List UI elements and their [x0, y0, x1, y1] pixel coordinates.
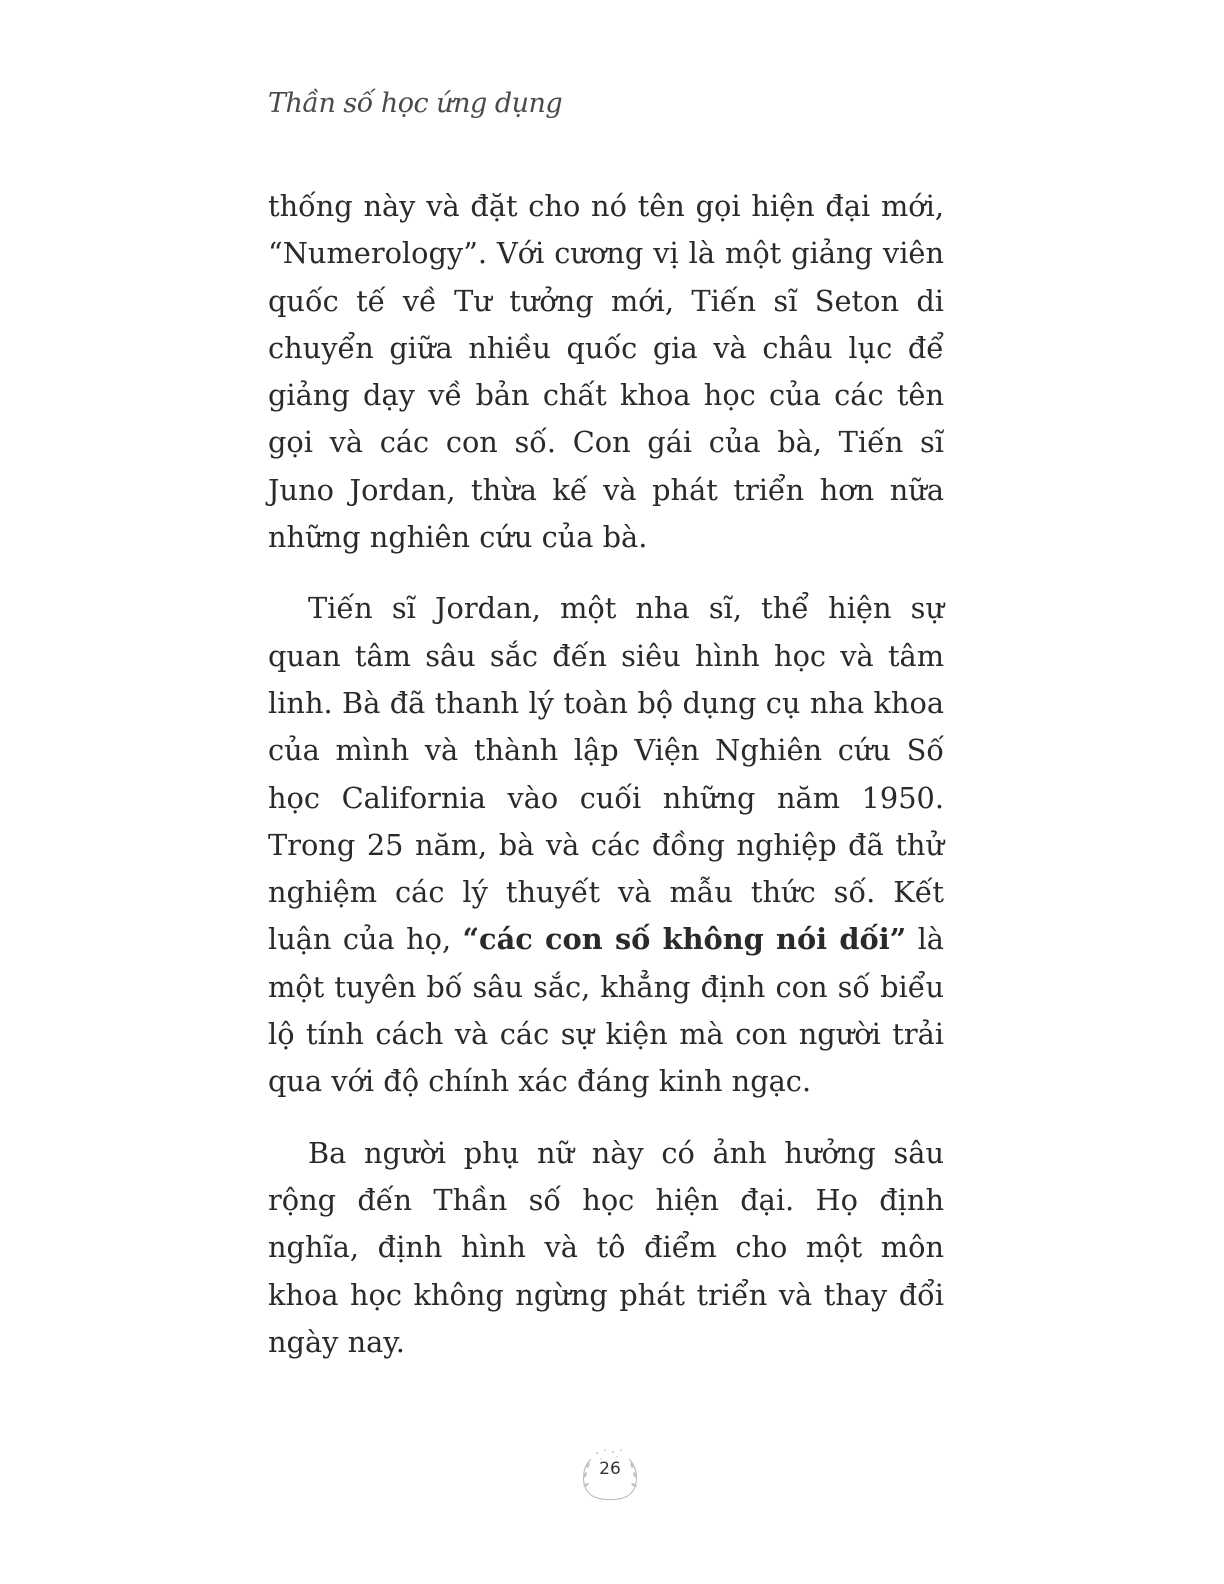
paragraph-1: thống này và đặt cho nó tên gọi hiện đại mới, “Numerology”. Với cương vị là một giảng viên quốc tế về Tư tưởng mới, Tiến sĩ Seton di chuyển giữa nhiều quốc gia và châu lục để giảng dạy về bản chất khoa học của các tên gọi và các con số. Con gái của bà, Tiến sĩ Juno Jordan, thừa kế và phát triển hơn nữa những nghiên cứu của bà. [268, 189, 944, 555]
paragraph-2 [268, 585, 944, 1105]
paragraph-2-text-start: Tiến sĩ Jordan, một nha sĩ, thể hiện sự quan tâm sâu sắc đến siêu hình học và tâm linh. Bà đã thanh lý toàn bộ dụng cụ nha khoa của mình và thành lập Viện Nghiên cứu Số học California vào cuối những năm 1950. Trong 25 năm, bà và các đồng nghiệp đã thử nghiệm các lý thuyết và mẫu thức số. Kết luận của họ, [268, 591, 944, 957]
page-number: 26 [599, 1459, 621, 1479]
page-number-ornament [577, 1447, 643, 1505]
paragraph-3: Ba người phụ nữ này có ảnh hưởng sâu rộng đến Thần số học hiện đại. Họ định nghĩa, định hình và tô điểm cho một môn khoa học không ngừng phát triển và thay đổi ngày nay. [268, 1135, 944, 1359]
paragraph-2-bold-quote: “các con số không nói dối” [462, 922, 907, 957]
body-text [268, 183, 944, 1390]
paragraph-2-text-end: là một tuyên bố sâu sắc, khẳng định con số biểu lộ tính cách và các sự kiện mà con người trải qua với độ chính xác đáng kinh ngạc. [268, 922, 944, 1099]
running-header: Thần số học ứng dụng [268, 88, 563, 119]
